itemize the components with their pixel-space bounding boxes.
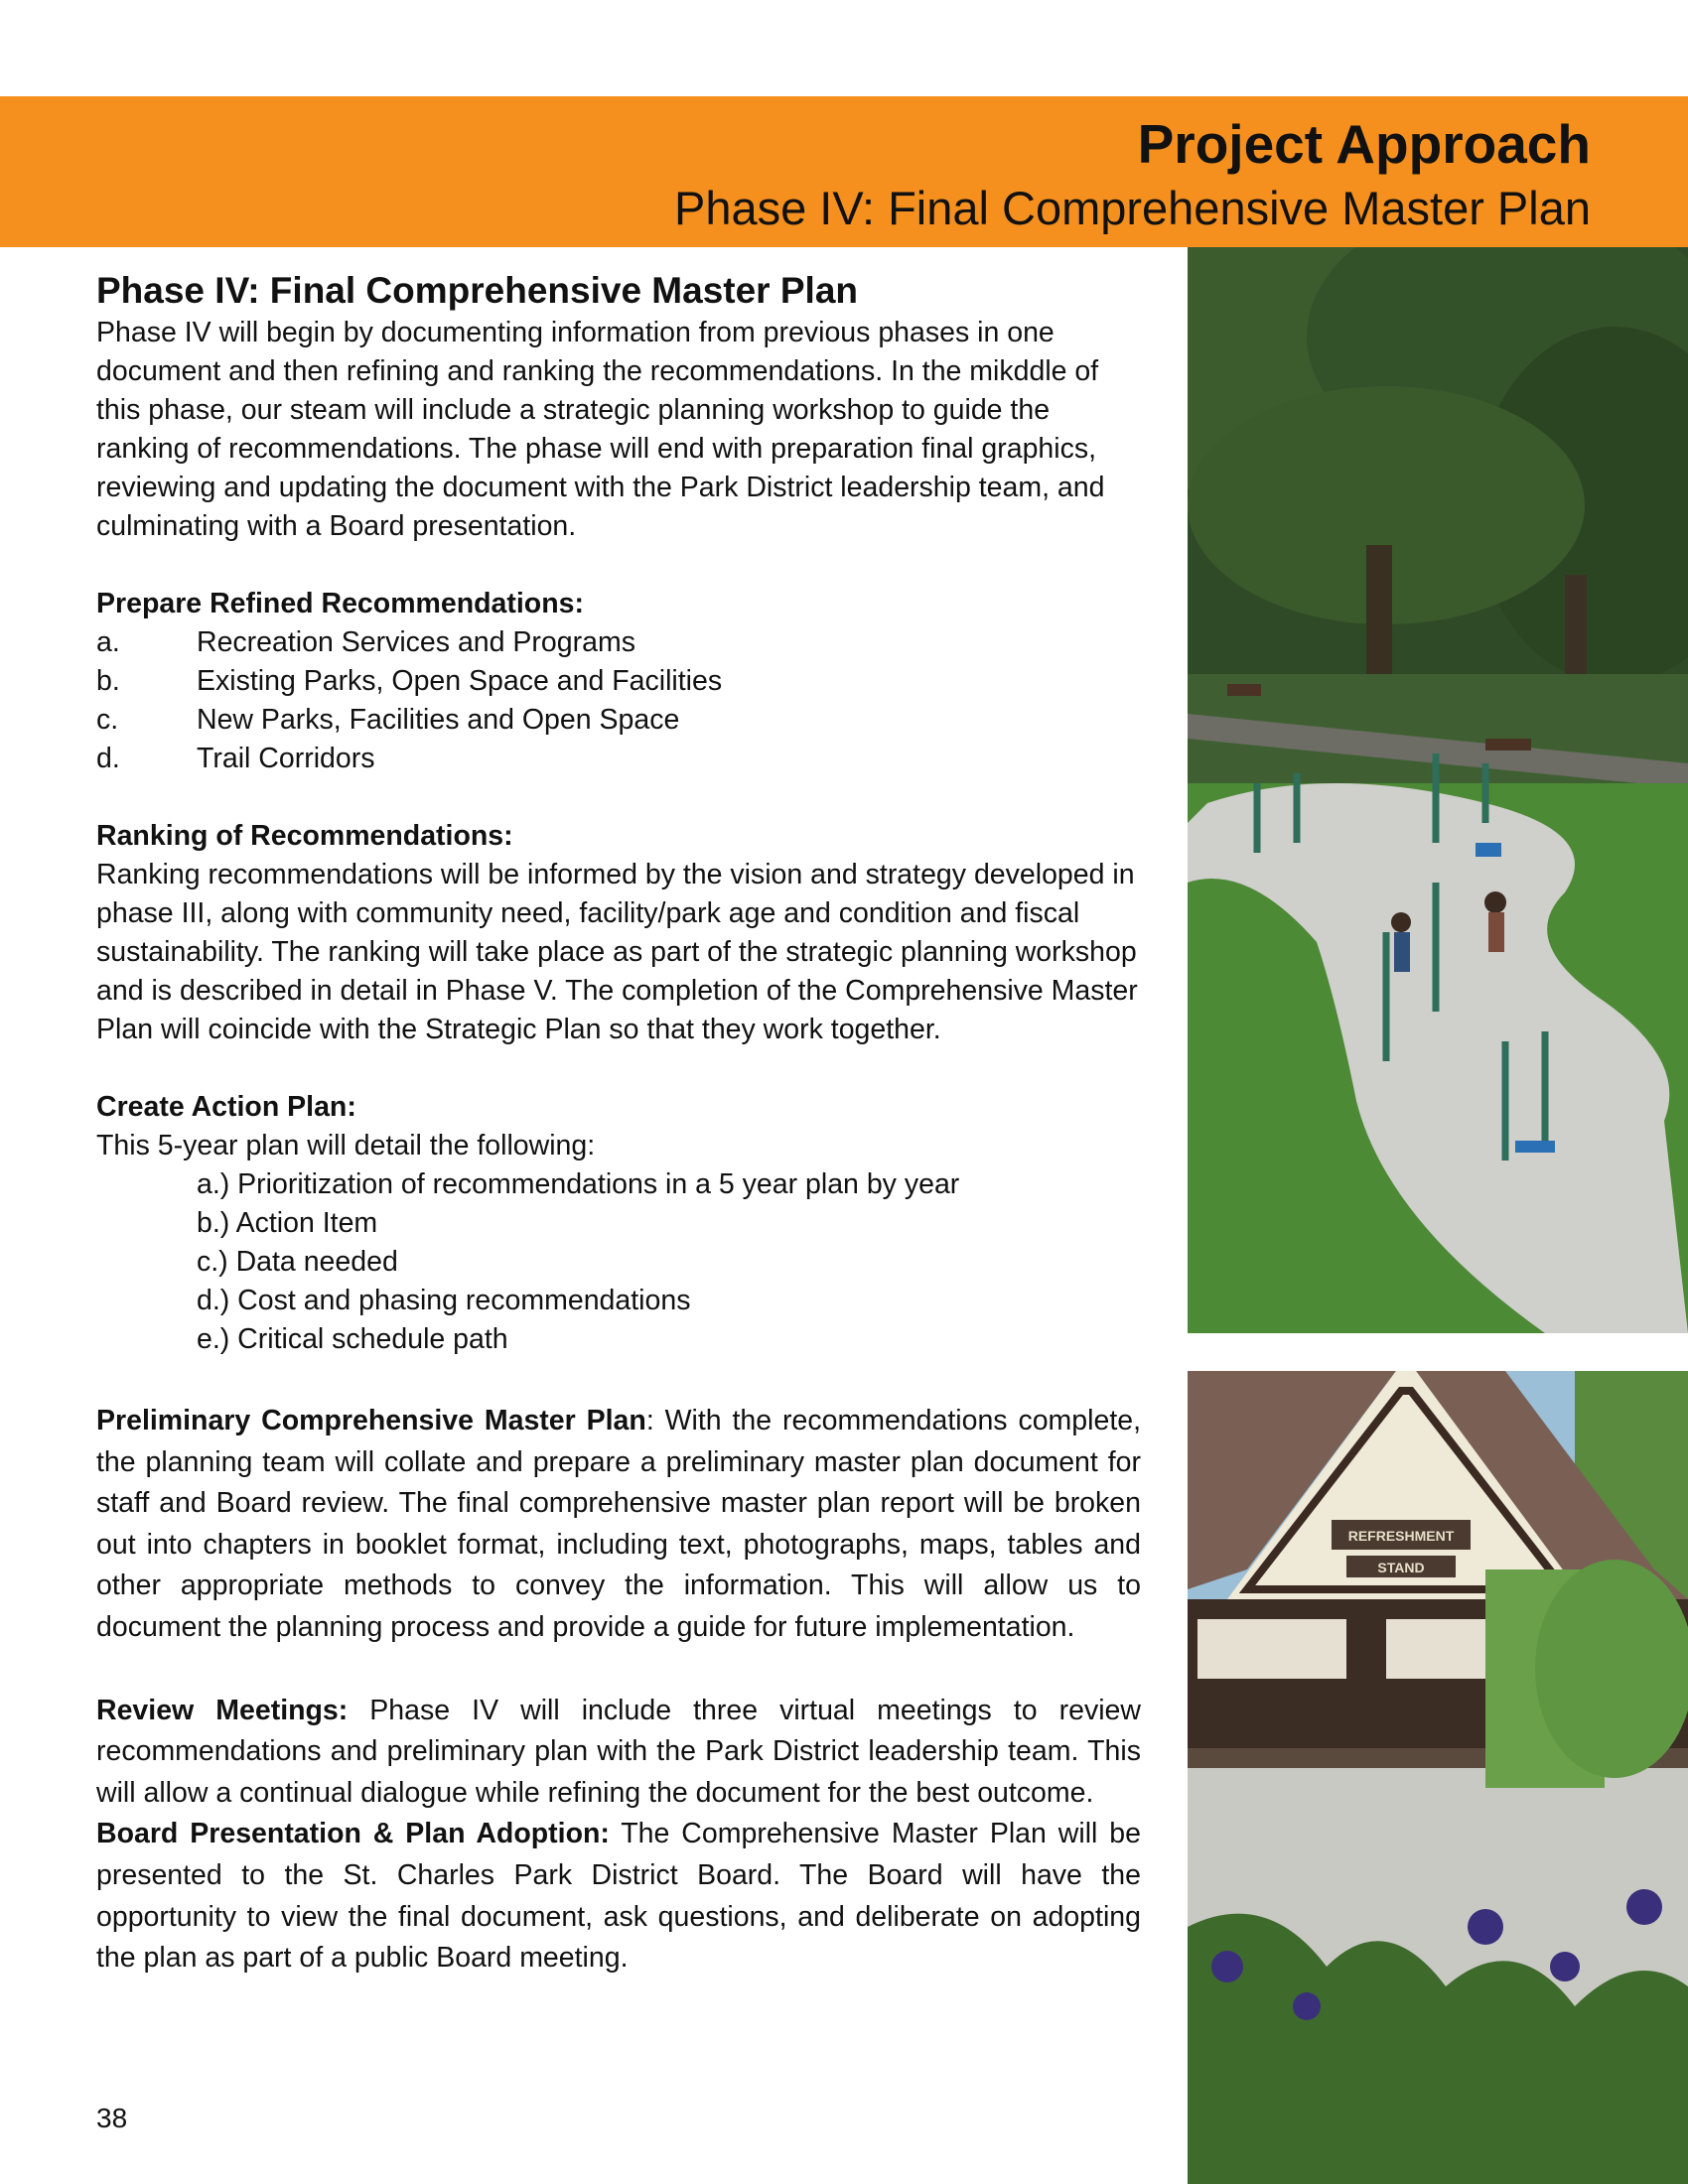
list-item: b.) Action Item bbox=[197, 1207, 378, 1239]
refined-heading: Prepare Refined Recommendations: bbox=[96, 588, 584, 619]
list-item: e.) Critical schedule path bbox=[197, 1323, 508, 1355]
action-heading: Create Action Plan: bbox=[96, 1091, 356, 1123]
preliminary-label: Preliminary Comprehensive Master Plan bbox=[96, 1405, 646, 1436]
list-item: b. Existing Parks, Open Space and Facilities bbox=[96, 665, 723, 697]
review-body: Phase IV will include three virtual meetings to review recommendations and preliminary plan with the Park District leadership team. This will allow a continual dialogue while refining the document for the best outcome. bbox=[96, 1694, 1141, 1809]
list-item: a. Recreation Services and Programs bbox=[96, 626, 635, 658]
board-body: The Comprehensive Master Plan will be presented to the St. Charles Park District Board. The Board will have the opportunity to view the final document, ask questions, and deliberate on adopting the plan as part of a public Board meeting. bbox=[96, 1818, 1141, 1975]
preliminary-paragraph bbox=[96, 1401, 1141, 1649]
board-paragraph bbox=[96, 1814, 1141, 1979]
page-subtitle: Phase IV: Final Comprehensive Master Plan bbox=[673, 182, 1591, 234]
list-item: c. New Parks, Facilities and Open Space bbox=[96, 704, 680, 736]
main-content bbox=[96, 268, 1141, 1979]
list-item: a.) Prioritization of recommendations in a 5 year plan by year bbox=[197, 1168, 960, 1200]
list-item: c.) Data needed bbox=[197, 1246, 398, 1278]
list-item: d.) Cost and phasing recommendations bbox=[197, 1285, 691, 1316]
intro-paragraph: Phase IV will begin by documenting information from previous phases in one document and then refining and ranking the recommendations. In the mikddle of this phase, our steam will include a strategic planning workshop to guide the ranking of recommendations. The phase will end with preparation final graphics, reviewing and updating the document with the Park District leadership team, and culminating with a Board presentation. bbox=[96, 317, 1105, 542]
list-item: d. Trail Corridors bbox=[96, 743, 375, 774]
ranking-paragraph: Ranking recommendations will be informed by the vision and strategy developed in phase III, along with community need, facility/park age and condition and fiscal sustainability. The ranking will take place as part of the strategic planning workshop and is described in detail in Phase V. The completion of the Comprehensive Master Plan will coincide with the Strategic Plan so that they work together. bbox=[96, 859, 1138, 1045]
review-label: Review Meetings: bbox=[96, 1694, 349, 1726]
ranking-heading: Ranking of Recommendations: bbox=[96, 820, 513, 852]
action-lead: This 5-year plan will detail the following: bbox=[96, 1130, 596, 1161]
refreshment-sign-line1: REFRESHMENT bbox=[1347, 1528, 1455, 1544]
refreshment-sign-line2: STAND bbox=[1377, 1560, 1425, 1575]
board-label: Board Presentation & Plan Adoption: bbox=[96, 1818, 610, 1850]
section-heading: Phase IV: Final Comprehensive Master Plan bbox=[96, 270, 858, 311]
refined-list bbox=[96, 623, 1141, 778]
outdoor-fitness-park-photo bbox=[1188, 247, 1688, 1333]
preliminary-body: : With the recommendations complete, the planning team will collate and prepare a preliminary master plan document for staff and Board review. The final comprehensive master plan report will be broken out into chapters in booklet format, including text, photographs, maps, tables and other appropriate methods to convey the information. This will allow us to document the planning process and provide a guide for future implementation. bbox=[96, 1405, 1142, 1643]
refreshment-stand-photo bbox=[1188, 1371, 1688, 2184]
page-number: 38 bbox=[96, 2103, 128, 2133]
review-paragraph bbox=[96, 1691, 1141, 1815]
page-title: Project Approach bbox=[1137, 113, 1591, 175]
